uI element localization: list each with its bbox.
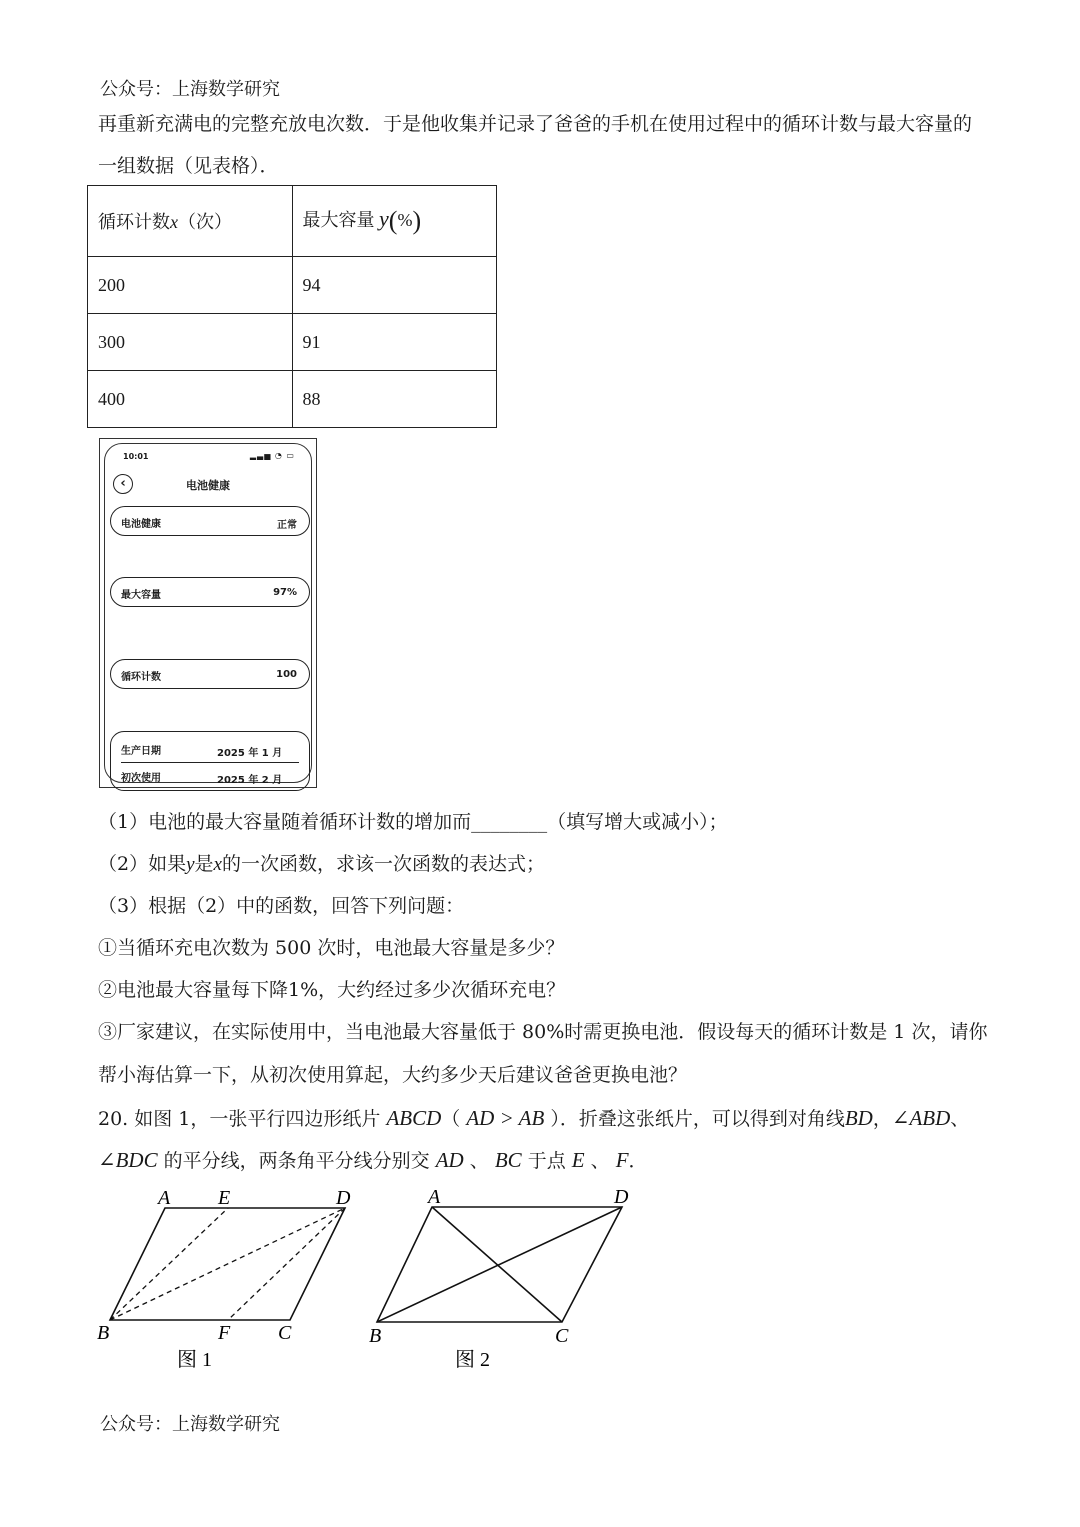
- cycle-count-value: 100: [276, 669, 297, 680]
- data-table: [87, 185, 497, 428]
- figure-2: [369, 1186, 629, 1371]
- phone-title: 电池健康: [186, 479, 230, 492]
- label-c-fig2: C: [555, 1325, 569, 1347]
- table-header-row: [88, 186, 497, 257]
- cycle-count-pill: [110, 659, 310, 689]
- diagonal-bd-fig2: [377, 1207, 622, 1322]
- diagonal-bd-fig1: [110, 1208, 345, 1320]
- header-watermark: 公众号：上海数学研究: [100, 79, 280, 100]
- table-cell-y: 91: [292, 314, 497, 371]
- bisector-df-fig1: [228, 1208, 345, 1320]
- table-cell-x: 200: [88, 257, 293, 314]
- intro-line-1: 再重新充满电的完整充放电次数．于是他收集并记录了爸爸的手机在使用过程中的循环计数与最大容量的: [98, 113, 973, 135]
- caption-fig1: 图 1: [177, 1349, 212, 1371]
- footer-watermark: 公众号：上海数学研究: [100, 1414, 280, 1435]
- intro-line-2: 一组数据（见表格）．: [98, 155, 279, 177]
- problem-20-line-1: 20. 如图 1，一张平行四边形纸片 ABCD（ AD > AB ）．折叠这张纸片，可以得到对角线BD，∠ABD、: [98, 1106, 970, 1130]
- first-use-value: 2025 年 2 月: [217, 775, 283, 786]
- label-a-fig2: A: [428, 1186, 441, 1208]
- label-b-fig1: B: [97, 1322, 110, 1344]
- label-c-fig1: C: [278, 1322, 292, 1344]
- label-d-fig1: D: [336, 1187, 351, 1209]
- question-2: （2）如果y是x的一次函数，求该一次函数的表达式；: [98, 853, 545, 875]
- label-d-fig2: D: [614, 1186, 629, 1208]
- sub-question-3-line-1: ③厂家建议，在实际使用中，当电池最大容量低于 80%时需更换电池．假设每天的循环计数是 1 次，请你: [98, 1021, 988, 1043]
- table-cell-y: 94: [292, 257, 497, 314]
- geometry-figures: [0, 1180, 700, 1380]
- label-a-fig1: A: [158, 1187, 171, 1209]
- caption-fig2: 图 2: [455, 1349, 490, 1371]
- label-e-fig1: E: [218, 1187, 231, 1209]
- table-header-cycle: 循环计数x（次）: [88, 186, 293, 257]
- table-row: [88, 314, 497, 371]
- question-1: （1）电池的最大容量随着循环计数的增加而________（填写增大或减小）；: [98, 811, 728, 833]
- dates-box: [110, 731, 310, 791]
- back-arrow-icon: ‹: [113, 474, 133, 494]
- label-f-fig1: F: [218, 1322, 231, 1344]
- production-date-value: 2025 年 1 月: [217, 748, 283, 759]
- first-use-label: 初次使用: [121, 773, 161, 784]
- phone-battery-illustration: [99, 438, 317, 788]
- label-b-fig2: B: [369, 1325, 382, 1347]
- max-capacity-value: 97%: [273, 587, 297, 598]
- bisector-be-fig1: [110, 1208, 228, 1320]
- question-3: （3）根据（2）中的函数，回答下列问题：: [98, 895, 465, 917]
- production-date-label: 生产日期: [121, 746, 161, 757]
- figure-1: [97, 1187, 351, 1371]
- phone-screen: [104, 443, 312, 786]
- battery-health-label: 电池健康: [121, 519, 161, 530]
- table-cell-x: 300: [88, 314, 293, 371]
- table-cell-y: 88: [292, 371, 497, 428]
- status-signal-icon: ▂▃▅ ◔ ▭: [249, 451, 295, 460]
- max-capacity-label: 最大容量: [121, 590, 161, 601]
- table-cell-x: 400: [88, 371, 293, 428]
- status-time: 10:01: [123, 452, 149, 461]
- table-row: [88, 257, 497, 314]
- table-row: [88, 371, 497, 428]
- diagonal-ac-fig2: [432, 1207, 562, 1322]
- sub-question-3-line-2: 帮小海估算一下，从初次使用算起，大约多少天后建议爸爸更换电池？: [98, 1064, 688, 1086]
- problem-20-line-2: ∠BDC 的平分线，两条角平分线分别交 AD 、 BC 于点 E 、 F．: [98, 1148, 648, 1172]
- divider: [121, 762, 299, 763]
- battery-health-pill: [110, 506, 310, 536]
- table-header-capacity: 最大容量 y(%): [292, 186, 497, 257]
- battery-health-value: 正常: [277, 520, 297, 531]
- cycle-count-label: 循环计数: [121, 672, 161, 683]
- max-capacity-pill: [110, 577, 310, 607]
- sub-question-2: ②电池最大容量每下降1%，大约经过多少次循环充电？: [98, 979, 566, 1001]
- sub-question-1: ①当循环充电次数为 500 次时，电池最大容量是多少？: [98, 937, 565, 959]
